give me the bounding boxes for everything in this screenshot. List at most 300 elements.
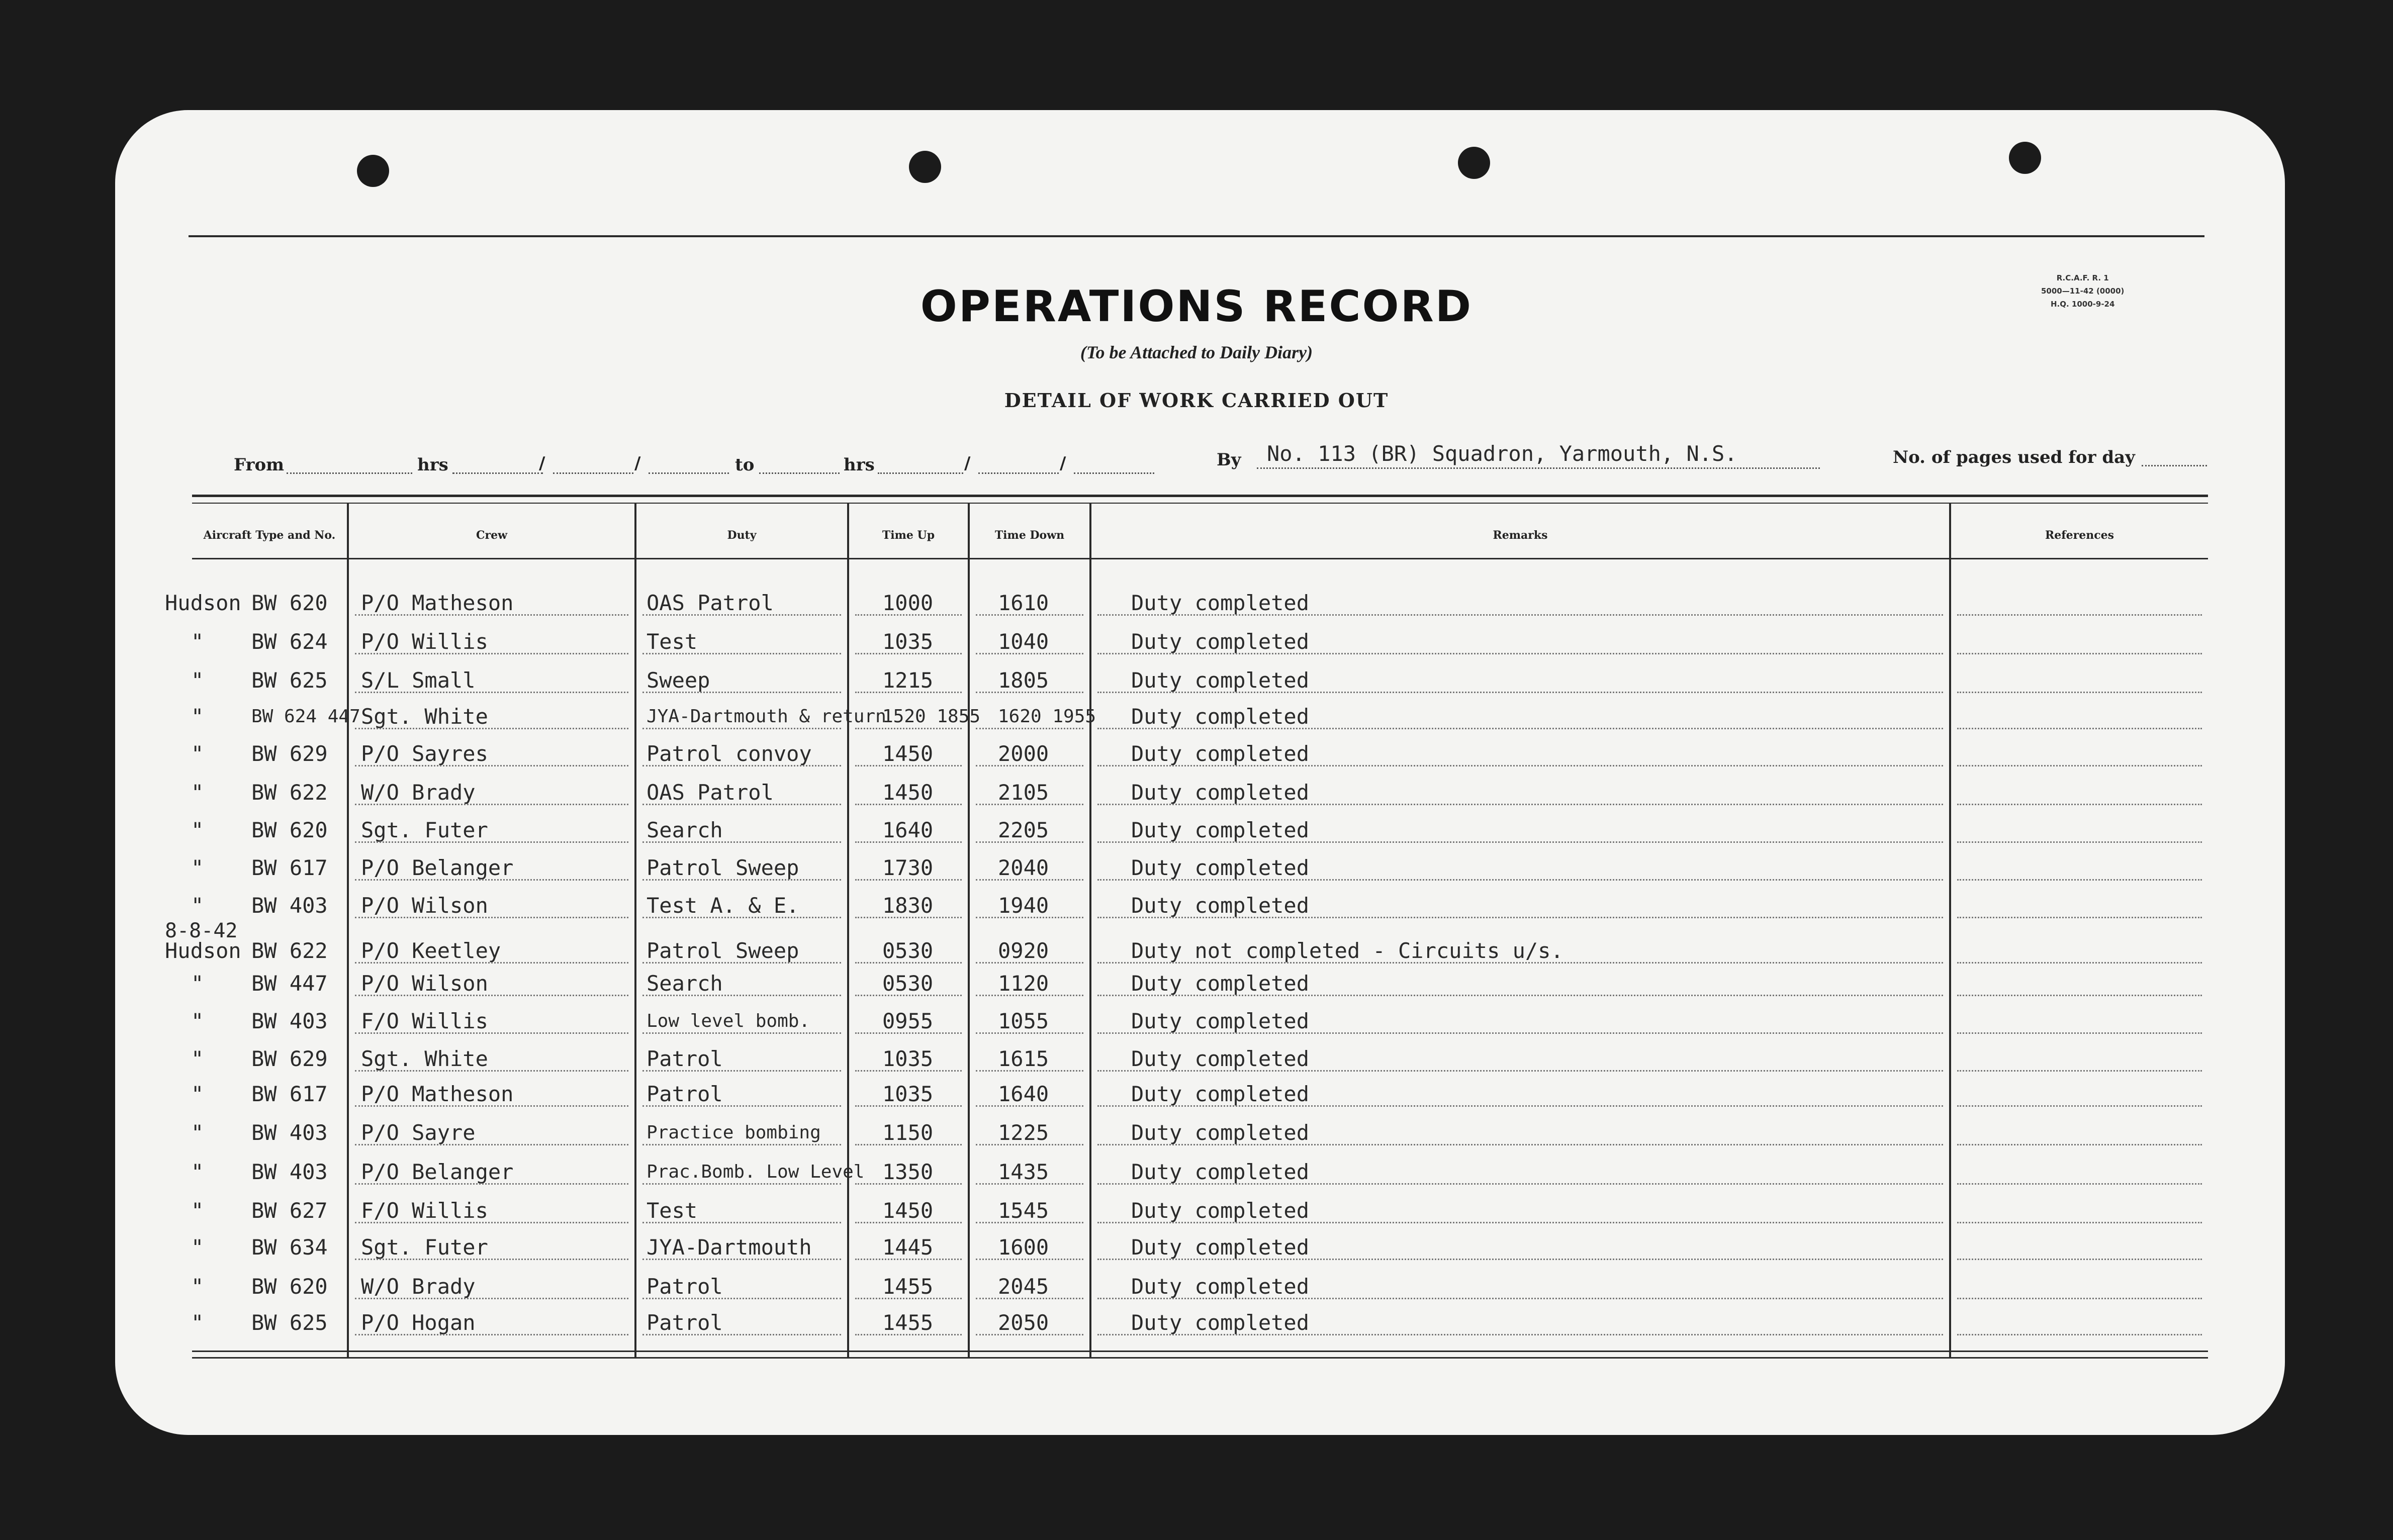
time-up: 0530 — [882, 971, 934, 996]
row-dotted-line — [355, 765, 628, 766]
time-down: 1640 — [998, 1082, 1049, 1106]
duty: Patrol — [647, 1274, 723, 1299]
crew-name: P/O Matheson — [361, 1082, 514, 1106]
row-dotted-line — [976, 653, 1083, 654]
by-blank — [1257, 467, 1820, 469]
to-label: to — [735, 455, 755, 475]
row-dotted-line — [355, 1032, 628, 1034]
row-dotted-line — [1957, 1105, 2202, 1107]
remarks: Duty completed — [1131, 780, 1310, 805]
column-divider — [1949, 504, 1951, 1357]
duty: Patrol — [647, 1082, 723, 1106]
row-dotted-line — [355, 614, 628, 616]
row-dotted-line — [355, 1183, 628, 1185]
row-dotted-line — [855, 917, 962, 918]
row-dotted-line — [355, 1070, 628, 1072]
row-dotted-line — [1957, 1222, 2202, 1223]
row-dotted-line — [976, 804, 1083, 805]
aircraft-type: " — [191, 741, 204, 766]
row-dotted-line — [1097, 1070, 1943, 1072]
duty: Patrol — [647, 1046, 723, 1071]
row-dotted-line — [855, 841, 962, 843]
time-up: 1450 — [882, 1198, 934, 1223]
row-dotted-line — [642, 1070, 841, 1072]
row-dotted-line — [976, 995, 1083, 996]
row-dotted-line — [1097, 1298, 1943, 1299]
row-date: 8-8-42 — [165, 919, 238, 942]
time-down: 1805 — [998, 668, 1049, 693]
duty: Patrol — [647, 1310, 723, 1335]
duty: Search — [647, 818, 723, 842]
aircraft-type: " — [191, 971, 204, 996]
aircraft-number: BW 620 — [251, 591, 328, 615]
row-dotted-line — [1957, 804, 2202, 805]
crew-name: W/O Brady — [361, 1274, 476, 1299]
row-dotted-line — [1957, 1298, 2202, 1299]
header-bottom-rule — [192, 558, 2208, 559]
crew-name: Sgt. Futer — [361, 818, 488, 842]
to-blank — [759, 472, 840, 474]
page-title: OPERATIONS RECORD — [920, 281, 1473, 332]
punch-hole — [1458, 147, 1490, 179]
row-dotted-line — [1957, 879, 2202, 881]
row-dotted-line — [1097, 1032, 1943, 1034]
row-dotted-line — [1957, 1070, 2202, 1072]
time-up: 1730 — [882, 855, 934, 880]
row-dotted-line — [855, 1144, 962, 1145]
column-header-time-up: Time Up — [882, 529, 935, 542]
squadron-name: No. 113 (BR) Squadron, Yarmouth, N.S. — [1267, 441, 1737, 466]
slash: / — [964, 453, 971, 473]
date-blank — [878, 472, 963, 474]
row-dotted-line — [642, 804, 841, 805]
column-header-duty: Duty — [727, 529, 757, 542]
aircraft-number: BW 624 — [251, 629, 328, 654]
crew-name: P/O Hogan — [361, 1310, 476, 1335]
row-dotted-line — [855, 1259, 962, 1260]
time-up: 1445 — [882, 1235, 934, 1260]
row-dotted-line — [1097, 653, 1943, 654]
crew-name: P/O Belanger — [361, 855, 514, 880]
row-dotted-line — [976, 917, 1083, 918]
row-dotted-line — [355, 653, 628, 654]
row-dotted-line — [1957, 962, 2202, 964]
row-dotted-line — [355, 1259, 628, 1260]
row-dotted-line — [976, 1070, 1083, 1072]
row-dotted-line — [855, 1222, 962, 1223]
aircraft-type: Hudson — [165, 938, 241, 963]
row-dotted-line — [1097, 765, 1943, 766]
row-dotted-line — [642, 962, 841, 964]
date-blank — [452, 472, 543, 474]
crew-name: F/O Willis — [361, 1009, 488, 1033]
remarks: Duty completed — [1131, 741, 1310, 766]
row-dotted-line — [1957, 765, 2202, 766]
column-header-time-down: Time Down — [994, 529, 1065, 542]
time-up: 0530 — [882, 938, 934, 963]
column-header-crew: Crew — [476, 529, 508, 542]
row-dotted-line — [1957, 1032, 2202, 1034]
aircraft-number: BW 617 — [251, 855, 328, 880]
remarks: Duty completed — [1131, 704, 1310, 729]
row-dotted-line — [855, 995, 962, 996]
row-dotted-line — [976, 879, 1083, 881]
aircraft-type: " — [191, 704, 204, 729]
row-dotted-line — [855, 653, 962, 654]
row-dotted-line — [642, 841, 841, 843]
crew-name: P/O Wilson — [361, 971, 488, 996]
duty: Test — [647, 629, 698, 654]
aircraft-type: " — [191, 1235, 204, 1260]
row-dotted-line — [1097, 841, 1943, 843]
remarks: Duty completed — [1131, 1310, 1310, 1335]
row-dotted-line — [1957, 1183, 2202, 1185]
table-bottom-rule-2 — [192, 1357, 2208, 1359]
time-up: 1035 — [882, 629, 934, 654]
pages-blank — [2142, 465, 2207, 466]
remarks: Duty completed — [1131, 1235, 1310, 1260]
row-dotted-line — [642, 692, 841, 693]
remarks: Duty completed — [1131, 855, 1310, 880]
row-dotted-line — [642, 1334, 841, 1335]
row-dotted-line — [642, 765, 841, 766]
row-dotted-line — [1097, 804, 1943, 805]
row-dotted-line — [355, 1334, 628, 1335]
row-dotted-line — [855, 962, 962, 964]
duty: Prac.Bomb. Low Level — [647, 1162, 865, 1182]
aircraft-number: BW 403 — [251, 1160, 328, 1184]
aircraft-number: BW 617 — [251, 1082, 328, 1106]
duty: Search — [647, 971, 723, 996]
row-dotted-line — [976, 1259, 1083, 1260]
row-dotted-line — [976, 1144, 1083, 1145]
row-dotted-line — [1097, 879, 1943, 881]
row-dotted-line — [642, 995, 841, 996]
aircraft-number: BW 625 — [251, 1310, 328, 1335]
slash: / — [634, 453, 641, 473]
row-dotted-line — [1957, 841, 2202, 843]
duty: OAS Patrol — [647, 780, 774, 805]
row-dotted-line — [642, 1032, 841, 1034]
row-dotted-line — [355, 728, 628, 729]
crew-name: W/O Brady — [361, 780, 476, 805]
remarks: Duty completed — [1131, 1160, 1310, 1184]
remarks: Duty completed — [1131, 1046, 1310, 1071]
time-down: 1620 1955 — [998, 706, 1096, 727]
column-divider — [968, 504, 970, 1357]
time-down: 1120 — [998, 971, 1049, 996]
remarks: Duty completed — [1131, 818, 1310, 842]
time-up: 1350 — [882, 1160, 934, 1184]
time-down: 2050 — [998, 1310, 1049, 1335]
row-dotted-line — [976, 1032, 1083, 1034]
duty: Test — [647, 1198, 698, 1223]
remarks: Duty completed — [1131, 1198, 1310, 1223]
punch-hole — [909, 151, 941, 183]
from-blank — [287, 472, 412, 474]
row-dotted-line — [976, 765, 1083, 766]
row-dotted-line — [1957, 995, 2202, 996]
row-dotted-line — [1097, 1144, 1943, 1145]
row-dotted-line — [1097, 1105, 1943, 1107]
time-up: 1455 — [882, 1274, 934, 1299]
time-down: 0920 — [998, 938, 1049, 963]
row-dotted-line — [642, 653, 841, 654]
row-dotted-line — [355, 917, 628, 918]
time-up: 1035 — [882, 1046, 934, 1071]
row-dotted-line — [1097, 692, 1943, 693]
aircraft-number: BW 624 447 — [251, 706, 360, 727]
time-down: 1600 — [998, 1235, 1049, 1260]
row-dotted-line — [855, 692, 962, 693]
row-dotted-line — [355, 1298, 628, 1299]
aircraft-number: BW 629 — [251, 1046, 328, 1071]
row-dotted-line — [976, 728, 1083, 729]
aircraft-type: " — [191, 1082, 204, 1106]
time-up: 1520 1855 — [882, 706, 981, 727]
aircraft-number: BW 620 — [251, 818, 328, 842]
row-dotted-line — [355, 962, 628, 964]
crew-name: F/O Willis — [361, 1198, 488, 1223]
time-down: 1545 — [998, 1198, 1049, 1223]
column-divider — [847, 504, 849, 1357]
aircraft-number: BW 403 — [251, 1120, 328, 1145]
form-number: R.C.A.F. R. 1 5000—11-42 (0000) H.Q. 1000-9-24 — [2041, 273, 2125, 309]
row-dotted-line — [855, 804, 962, 805]
row-dotted-line — [642, 1222, 841, 1223]
aircraft-type: " — [191, 1198, 204, 1223]
aircraft-type: " — [191, 1009, 204, 1033]
duty: Patrol Sweep — [647, 855, 799, 880]
row-dotted-line — [855, 1070, 962, 1072]
aircraft-type: " — [191, 1046, 204, 1071]
aircraft-number: BW 634 — [251, 1235, 328, 1260]
duty: Patrol Sweep — [647, 938, 799, 963]
time-down: 1940 — [998, 893, 1049, 918]
crew-name: Sgt. White — [361, 704, 488, 729]
aircraft-type: " — [191, 780, 204, 805]
aircraft-type: " — [191, 1120, 204, 1145]
aircraft-number: BW 627 — [251, 1198, 328, 1223]
time-up: 1450 — [882, 741, 934, 766]
date-blank — [553, 472, 633, 474]
row-dotted-line — [976, 1298, 1083, 1299]
time-down: 2040 — [998, 855, 1049, 880]
top-rule — [189, 235, 2204, 237]
table-top-rule-2 — [192, 503, 2208, 504]
row-dotted-line — [355, 1105, 628, 1107]
row-dotted-line — [855, 1298, 962, 1299]
row-dotted-line — [855, 1183, 962, 1185]
remarks: Duty completed — [1131, 893, 1310, 918]
crew-name: S/L Small — [361, 668, 476, 693]
row-dotted-line — [355, 1222, 628, 1223]
row-dotted-line — [1957, 614, 2202, 616]
duty: Practice bombing — [647, 1122, 821, 1143]
row-dotted-line — [642, 614, 841, 616]
time-up: 1830 — [882, 893, 934, 918]
aircraft-number: BW 403 — [251, 1009, 328, 1033]
remarks: Duty completed — [1131, 1274, 1310, 1299]
crew-name: P/O Keetley — [361, 938, 501, 963]
remarks: Duty completed — [1131, 1120, 1310, 1145]
time-down: 1040 — [998, 629, 1049, 654]
row-dotted-line — [1097, 1183, 1943, 1185]
aircraft-type: " — [191, 893, 204, 918]
time-up: 1215 — [882, 668, 934, 693]
aircraft-type: " — [191, 1274, 204, 1299]
row-dotted-line — [355, 879, 628, 881]
time-down: 1610 — [998, 591, 1049, 615]
crew-name: P/O Wilson — [361, 893, 488, 918]
remarks: Duty completed — [1131, 1009, 1310, 1033]
row-dotted-line — [976, 1222, 1083, 1223]
crew-name: Sgt. Futer — [361, 1235, 488, 1260]
table-bottom-rule — [192, 1351, 2208, 1352]
row-dotted-line — [642, 1183, 841, 1185]
row-dotted-line — [855, 879, 962, 881]
column-header-references: References — [2045, 529, 2114, 542]
remarks: Duty completed — [1131, 668, 1310, 693]
page-subtitle: (To be Attached to Daily Diary) — [1080, 342, 1313, 362]
aircraft-number: BW 622 — [251, 938, 328, 963]
aircraft-number: BW 629 — [251, 741, 328, 766]
aircraft-number: BW 625 — [251, 668, 328, 693]
table-top-rule — [192, 495, 2208, 497]
by-label: By — [1217, 450, 1241, 470]
hrs-label: hrs — [417, 455, 448, 475]
time-up: 1455 — [882, 1310, 934, 1335]
row-dotted-line — [976, 962, 1083, 964]
time-down: 1225 — [998, 1120, 1049, 1145]
aircraft-number: BW 447 — [251, 971, 328, 996]
aircraft-type: " — [191, 1160, 204, 1184]
remarks: Duty completed — [1131, 1082, 1310, 1106]
column-header-aircraft: Aircraft Type and No. — [203, 529, 336, 542]
punch-hole — [357, 155, 389, 187]
time-up: 1035 — [882, 1082, 934, 1106]
row-dotted-line — [855, 1105, 962, 1107]
slash: / — [1060, 453, 1066, 473]
time-up: 0955 — [882, 1009, 934, 1033]
aircraft-type: " — [191, 1310, 204, 1335]
row-dotted-line — [642, 1105, 841, 1107]
row-dotted-line — [976, 1334, 1083, 1335]
row-dotted-line — [355, 995, 628, 996]
row-dotted-line — [642, 728, 841, 729]
time-down: 1435 — [998, 1160, 1049, 1184]
time-up: 1150 — [882, 1120, 934, 1145]
column-divider — [634, 504, 636, 1357]
row-dotted-line — [855, 765, 962, 766]
time-down: 2045 — [998, 1274, 1049, 1299]
duty: JYA-Dartmouth & return — [647, 706, 886, 727]
row-dotted-line — [1957, 1144, 2202, 1145]
row-dotted-line — [1957, 653, 2202, 654]
detail-heading: DETAIL OF WORK CARRIED OUT — [1004, 389, 1389, 412]
aircraft-number: BW 403 — [251, 893, 328, 918]
row-dotted-line — [1097, 1334, 1943, 1335]
pages-label: No. of pages used for day — [1893, 447, 2135, 467]
column-divider — [347, 504, 349, 1357]
row-dotted-line — [1957, 1334, 2202, 1335]
duty: JYA-Dartmouth — [647, 1235, 812, 1260]
row-dotted-line — [1097, 995, 1943, 996]
time-up: 1640 — [882, 818, 934, 842]
aircraft-type: " — [191, 668, 204, 693]
remarks: Duty completed — [1131, 629, 1310, 654]
row-dotted-line — [976, 614, 1083, 616]
crew-name: P/O Belanger — [361, 1160, 514, 1184]
row-dotted-line — [642, 879, 841, 881]
remarks: Duty completed — [1131, 971, 1310, 996]
row-dotted-line — [1097, 917, 1943, 918]
time-up: 1450 — [882, 780, 934, 805]
aircraft-type: " — [191, 818, 204, 842]
row-dotted-line — [1957, 1259, 2202, 1260]
time-down: 2000 — [998, 741, 1049, 766]
column-header-remarks: Remarks — [1493, 529, 1548, 542]
time-up: 1000 — [882, 591, 934, 615]
remarks: Duty completed — [1131, 591, 1310, 615]
crew-name: Sgt. White — [361, 1046, 488, 1071]
aircraft-number: BW 622 — [251, 780, 328, 805]
time-down: 1615 — [998, 1046, 1049, 1071]
row-dotted-line — [855, 614, 962, 616]
row-dotted-line — [355, 804, 628, 805]
duty: Sweep — [647, 668, 710, 693]
row-dotted-line — [976, 692, 1083, 693]
row-dotted-line — [976, 1105, 1083, 1107]
duty: Low level bomb. — [647, 1011, 810, 1031]
aircraft-type: Hudson — [165, 591, 241, 615]
row-dotted-line — [1097, 1259, 1943, 1260]
row-dotted-line — [355, 1144, 628, 1145]
row-dotted-line — [855, 1334, 962, 1335]
aircraft-number: BW 620 — [251, 1274, 328, 1299]
crew-name: P/O Sayre — [361, 1120, 476, 1145]
row-dotted-line — [1957, 917, 2202, 918]
duty: Patrol convoy — [647, 741, 812, 766]
date-blank — [649, 472, 729, 474]
row-dotted-line — [642, 917, 841, 918]
duty: OAS Patrol — [647, 591, 774, 615]
row-dotted-line — [1097, 728, 1943, 729]
row-dotted-line — [1957, 692, 2202, 693]
hrs-label: hrs — [844, 455, 875, 475]
date-blank — [1074, 472, 1154, 474]
time-down: 1055 — [998, 1009, 1049, 1033]
column-divider — [1089, 504, 1091, 1357]
punch-hole — [2009, 142, 2041, 174]
aircraft-type: " — [191, 855, 204, 880]
duty: Test A. & E. — [647, 893, 799, 918]
from-label: From — [234, 455, 285, 475]
row-dotted-line — [355, 841, 628, 843]
time-down: 2105 — [998, 780, 1049, 805]
time-down: 2205 — [998, 818, 1049, 842]
row-dotted-line — [642, 1259, 841, 1260]
row-dotted-line — [1097, 614, 1943, 616]
crew-name: P/O Willis — [361, 629, 488, 654]
date-blank — [978, 472, 1059, 474]
row-dotted-line — [976, 1183, 1083, 1185]
row-dotted-line — [855, 728, 962, 729]
slash: / — [539, 453, 545, 473]
row-dotted-line — [355, 692, 628, 693]
row-dotted-line — [1097, 1222, 1943, 1223]
row-dotted-line — [1097, 962, 1943, 964]
